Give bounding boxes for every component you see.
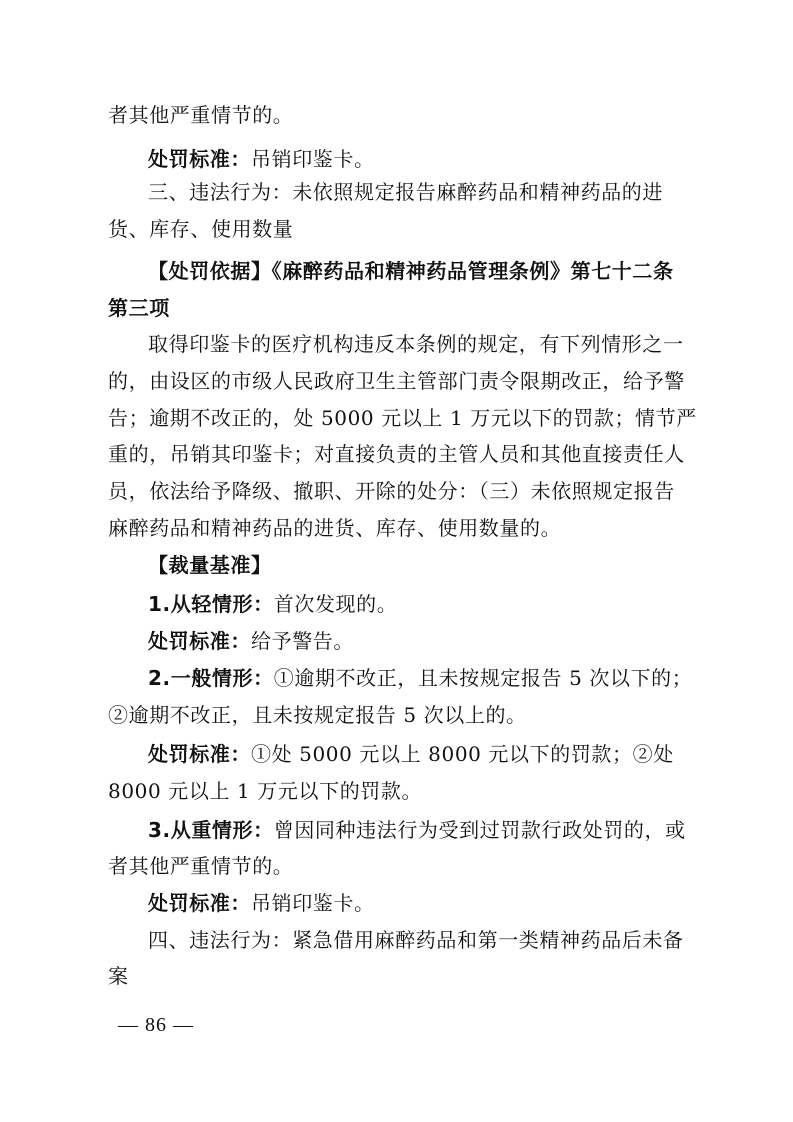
- aggravated-case-line-cont: [108, 852, 293, 880]
- page-number: — 86 —: [118, 1014, 194, 1036]
- penalty-standard-text: ①处 5000 元以上 8000 元以下的罚款；②处: [251, 742, 674, 766]
- general-case-text: ②逾期不改正，且未按规定报告 5 次以上的。: [108, 703, 527, 727]
- legal-basis-text: 【处罚依据】《麻醉药品和精神药品管理条例》第七十二条: [148, 259, 674, 283]
- penalty-standard-text: 吊销印鉴卡。: [251, 147, 375, 171]
- lenient-case-line: [148, 590, 397, 618]
- violation-heading-line: [148, 926, 684, 954]
- regulation-text: 告；逾期不改正的，处 5000 元以上 1 万元以下的罚款；情节严: [108, 406, 697, 430]
- legal-basis-text: 第三项: [108, 296, 170, 320]
- penalty-standard-line: [148, 889, 375, 917]
- regulation-text: 的，由设区的市级人民政府卫生主管部门责令限期改正，给予警: [108, 369, 685, 393]
- violation-heading-text: 三、违法行为：未依照规定报告麻醉药品和精神药品的进: [148, 180, 663, 204]
- general-case-line: [148, 664, 692, 692]
- general-case-line-cont: [108, 701, 527, 729]
- penalty-standard-line: [148, 740, 674, 768]
- penalty-standard-label: 处罚标准：: [148, 891, 251, 915]
- regulation-paragraph-line: [108, 440, 685, 468]
- legal-basis-heading-cont: [108, 294, 170, 322]
- discretion-standard-heading: [148, 551, 272, 579]
- regulation-paragraph-line: [108, 477, 675, 505]
- regulation-text: 员，依法给予降级、撤职、开除的处分：（三）未依照规定报告: [108, 479, 675, 503]
- regulation-paragraph-line: [148, 330, 684, 358]
- violation-heading-line-cont: [108, 962, 129, 990]
- penalty-standard-label: 处罚标准：: [148, 629, 251, 653]
- violation-heading-text: 案: [108, 964, 129, 988]
- regulation-text: 麻醉药品和精神药品的进货、库存、使用数量的。: [108, 516, 562, 540]
- violation-heading-text: 货、库存、使用数量: [108, 217, 294, 241]
- general-case-label: 2.一般情形：: [148, 666, 274, 690]
- regulation-paragraph-line: [108, 367, 685, 395]
- regulation-text: 取得印鉴卡的医疗机构违反本条例的规定，有下列情形之一: [148, 332, 684, 356]
- penalty-standard-text: 给予警告。: [251, 629, 354, 653]
- penalty-standard-text: 吊销印鉴卡。: [251, 891, 375, 915]
- penalty-standard-line: [148, 627, 354, 655]
- text-span: 者其他严重情节的。: [108, 103, 294, 127]
- lenient-case-text: 首次发现的。: [273, 592, 398, 616]
- text-line: [108, 101, 293, 129]
- penalty-standard-label: 处罚标准：: [148, 147, 251, 171]
- penalty-standard-line: [148, 145, 375, 173]
- penalty-standard-text: 8000 元以上 1 万元以下的罚款。: [108, 779, 423, 803]
- regulation-paragraph-line: [108, 514, 561, 542]
- general-case-text: ①逾期不改正，且未按规定报告 5 次以下的；: [273, 666, 693, 690]
- aggravated-case-label: 3.从重情形：: [148, 818, 274, 842]
- penalty-standard-label: 处罚标准：: [148, 742, 251, 766]
- lenient-case-label: 1.从轻情形：: [148, 592, 274, 616]
- regulation-text: 重的，吊销其印鉴卡；对直接负责的主管人员和其他直接责任人: [108, 442, 685, 466]
- aggravated-case-text: 者其他严重情节的。: [108, 854, 294, 878]
- violation-heading-line: [148, 178, 663, 206]
- violation-heading-line-cont: [108, 215, 293, 243]
- violation-heading-text: 四、违法行为：紧急借用麻醉药品和第一类精神药品后未备: [148, 928, 684, 952]
- aggravated-case-line: [148, 816, 686, 844]
- penalty-standard-line-cont: [108, 777, 422, 805]
- aggravated-case-text: 曾因同种违法行为受到过罚款行政处罚的，或: [273, 818, 686, 842]
- legal-basis-heading: [148, 257, 674, 285]
- discretion-standard-text: 【裁量基准】: [148, 553, 272, 577]
- regulation-paragraph-line: [108, 404, 697, 432]
